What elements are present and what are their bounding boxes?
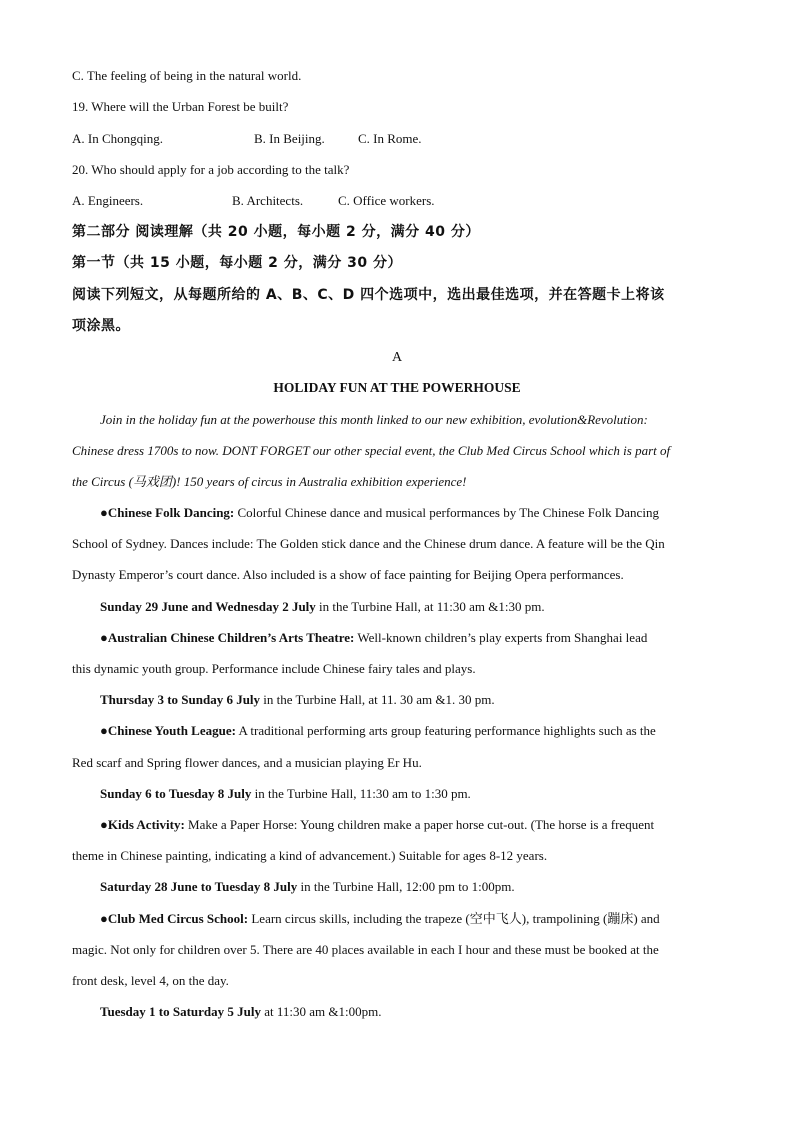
q19-option-b: B. In Beijing. (254, 131, 325, 146)
event-name: Chinese Folk Dancing: (107, 505, 235, 520)
passage-letter: A (391, 350, 403, 365)
q19-option-a: A. In Chongqing. (72, 131, 163, 146)
bullet-icon: ● (100, 723, 108, 738)
event-desc-line: theme in Chinese painting, indicating a kind of advancement.) Suitable for ages 8-12 years. (72, 848, 548, 863)
event-entry (100, 723, 656, 739)
intro-line-1: Join in the holiday fun at the powerhouse this month linked to our new exhibition, evolution&Revolution: (100, 412, 648, 427)
bullet-icon: ● (100, 911, 108, 926)
q20-option-b: B. Architects. (232, 193, 304, 208)
event-desc: Learn circus skills, including the trapeze (空中飞人), trampolining (蹦床) and (248, 911, 660, 926)
event-desc-line: School of Sydney. Dances include: The Golden stick dance and the Chinese drum dance. A feature will be the Qin (72, 536, 665, 551)
event-venue-time: at 11:30 am &1:00pm. (260, 1004, 382, 1019)
intro-line-3: the Circus (马戏团)! 150 years of circus in Australia exhibition experience! (72, 474, 467, 489)
event-schedule (100, 692, 495, 708)
section-heading: 第一节（共 15 小题，每小题 2 分，满分 30 分） (72, 255, 402, 271)
event-dates: Saturday 28 June to Tuesday 8 July (100, 879, 298, 894)
instruction-line-2: 项涂黑。 (72, 318, 130, 334)
event-desc-line: this dynamic youth group. Performance include Chinese fairy tales and plays. (72, 661, 476, 676)
event-venue-time: in the Turbine Hall, at 11. 30 am &1. 30 pm. (260, 692, 495, 707)
q18-option-c: C. The feeling of being in the natural world. (72, 68, 302, 83)
event-name: Club Med Circus School: (107, 911, 249, 926)
event-name: Australian Chinese Children’s Arts Theatre: (107, 630, 355, 645)
event-desc-line: front desk, level 4, on the day. (72, 973, 229, 988)
event-desc-line: Red scarf and Spring flower dances, and a musician playing Er Hu. (72, 755, 422, 770)
q19-option-c: C. In Rome. (358, 131, 422, 146)
event-dates: Tuesday 1 to Saturday 5 July (100, 1004, 261, 1019)
instruction-line-1: 阅读下列短文，从每题所给的 A、B、C、D 四个选项中，选出最佳选项，并在答题卡上将该 (72, 287, 665, 303)
q20-question: 20. Who should apply for a job according to the talk? (72, 162, 350, 177)
event-venue-time: in the Turbine Hall, at 11:30 am &1:30 pm. (315, 599, 545, 614)
event-name: Kids Activity: (107, 817, 185, 832)
q19-question: 19. Where will the Urban Forest be built? (72, 99, 289, 114)
event-entry (100, 630, 647, 646)
event-desc: Colorful Chinese dance and musical performances by The Chinese Folk Dancing (234, 505, 659, 520)
event-desc: Well-known children’s play experts from Shanghai lead (354, 630, 648, 645)
event-dates: Thursday 3 to Sunday 6 July (100, 692, 261, 707)
intro-line-2: Chinese dress 1700s to now. DONT FORGET our other special event, the Club Med Circus School which is part of (72, 443, 671, 458)
event-desc: Make a Paper Horse: Young children make a paper horse cut-out. (The horse is a frequent (184, 817, 655, 832)
event-venue-time: in the Turbine Hall, 11:30 am to 1:30 pm. (251, 786, 471, 801)
passage-title: HOLIDAY FUN AT THE POWERHOUSE (273, 380, 521, 395)
event-schedule (100, 1004, 381, 1020)
bullet-icon: ● (100, 630, 108, 645)
event-dates: Sunday 29 June and Wednesday 2 July (100, 599, 316, 614)
q20-option-a: A. Engineers. (72, 193, 144, 208)
event-desc-line: Dynasty Emperor’s court dance. Also included is a show of face painting for Beijing Opera performances. (72, 567, 624, 582)
event-venue-time: in the Turbine Hall, 12:00 pm to 1:00pm. (297, 879, 515, 894)
event-entry (100, 505, 659, 521)
q20-option-c: C. Office workers. (338, 193, 435, 208)
event-desc: A traditional performing arts group featuring performance highlights such as the (235, 723, 656, 738)
bullet-icon: ● (100, 817, 108, 832)
event-entry (100, 817, 654, 833)
event-schedule (100, 786, 471, 802)
event-schedule (100, 599, 545, 615)
event-desc-line: magic. Not only for children over 5. There are 40 places available in each I hour and these must be booked at the (72, 942, 659, 957)
part-heading: 第二部分 阅读理解（共 20 小题，每小题 2 分，满分 40 分） (72, 224, 480, 240)
event-name: Chinese Youth League: (107, 723, 236, 738)
bullet-icon: ● (100, 505, 108, 520)
event-schedule (100, 879, 515, 895)
event-entry (100, 911, 660, 927)
event-dates: Sunday 6 to Tuesday 8 July (100, 786, 252, 801)
